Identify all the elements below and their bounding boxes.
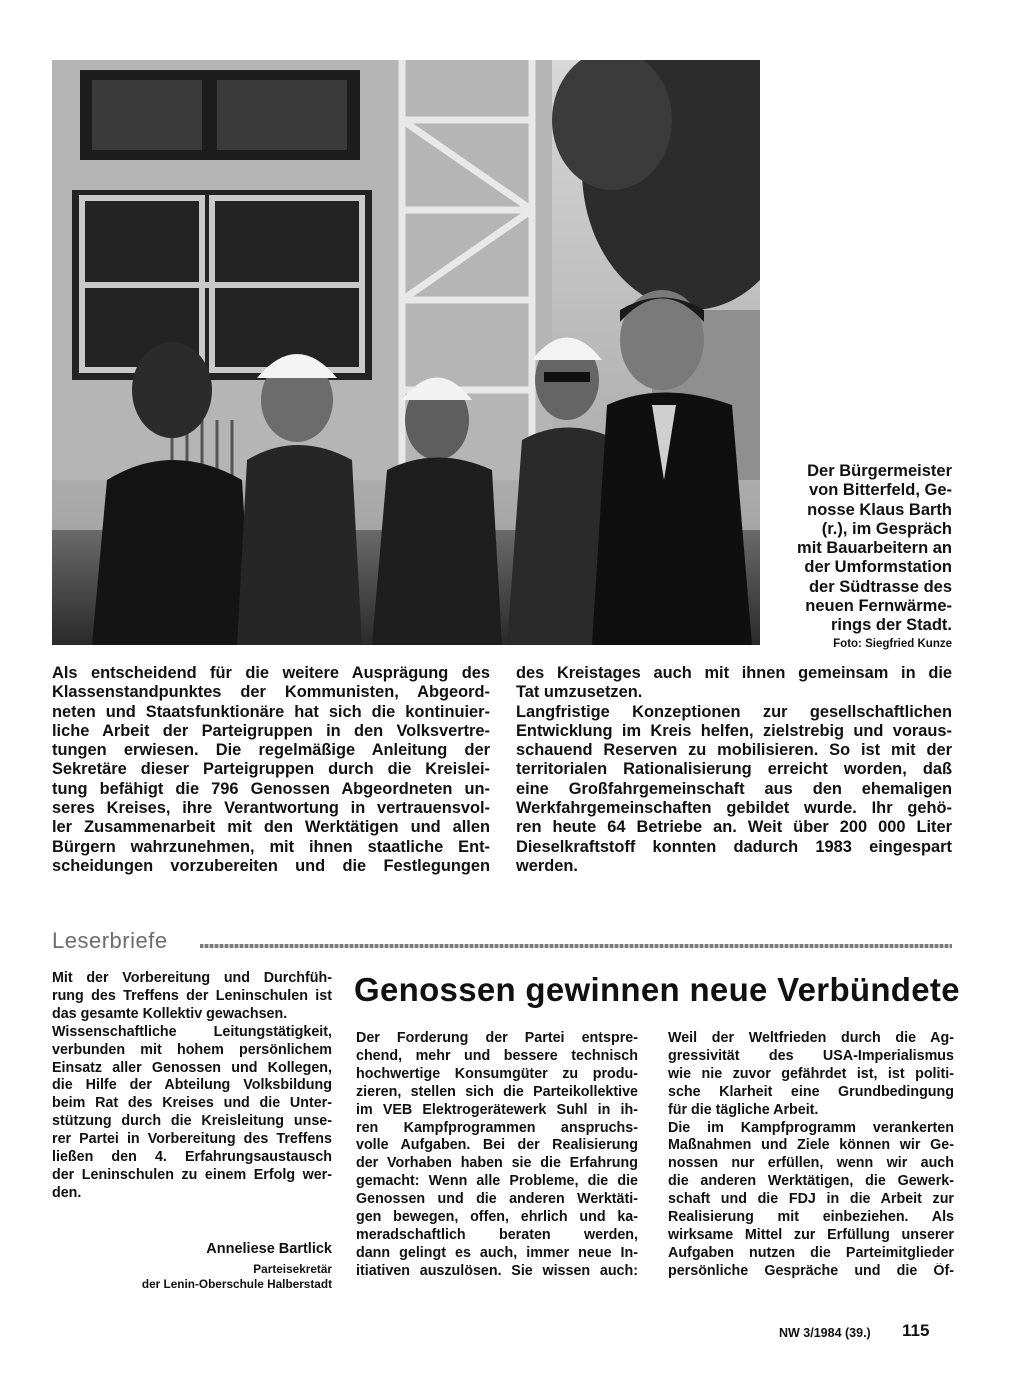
text-line: dann gelingt es auch, immer neue In- (356, 1244, 638, 1261)
text-line: werden. (516, 856, 578, 875)
text-line: liche Arbeit der Parteigruppen in den Volksvertre- (52, 721, 490, 740)
text-line: Dieselkraftstoff konnten dadurch 1983 eingespart (516, 837, 952, 856)
text-line: ließen den 4. Erfahrungsaustausch (52, 1149, 332, 1166)
text-line: sche Klarheit eine Grundbedingung (668, 1083, 954, 1100)
photo-construction-site (52, 60, 760, 645)
text-line: der Vorhaben haben sie die Erfahrung (356, 1155, 638, 1172)
text-line: meradschaftlich beraten werden, (356, 1226, 638, 1243)
text-line: Genossen und die anderen Werktäti- (356, 1191, 638, 1208)
article-top-right-column (516, 664, 952, 876)
caption-line: von Bitterfeld, Ge- (808, 481, 952, 500)
text-line: rung des Treffens der Leninschulen ist (52, 987, 332, 1004)
text-line: rer Partei in Vorbereitung des Treffens (52, 1131, 332, 1148)
page-number: 115 (902, 1321, 930, 1340)
text-line: Entwicklung im Kreis helfen, zielstrebig und voraus- (516, 721, 952, 740)
text-line: ren Kampfprogrammen anspruchs- (356, 1119, 638, 1136)
text-line: Mit der Vorbereitung und Durchfüh- (52, 970, 332, 986)
letter-author-role (52, 1262, 332, 1292)
text-line: Wissenschaftliche Leitungstätigkeit, (52, 1023, 332, 1040)
text-line: wie nie zuvor gefährdet ist, ist politi- (668, 1065, 954, 1082)
photo-illustration (52, 60, 760, 645)
text-line: der Leninschulen zu einem Erfolg wer- (52, 1166, 332, 1183)
text-line: gen bewegen, offen, ehrlich und ka- (356, 1209, 638, 1226)
text-line: schauend Reserven zu mobilisieren. So ist mit der (516, 741, 952, 760)
text-line: Realisierung mit einbeziehen. Als (668, 1209, 954, 1226)
text-line: wirksame Mittel zur Erfüllung unserer (668, 1226, 954, 1243)
text-line: im VEB Elektrogerätewerk Suhl in ih- (356, 1101, 638, 1118)
photo-credit: Foto: Siegfried Kunze (833, 637, 952, 650)
text-line: Sekretäre dieser Parteigruppen durch die Kreislei- (52, 760, 490, 779)
text-line: gemacht: Wenn alle Probleme, die die (356, 1173, 638, 1190)
caption-line: der Südtrasse des (808, 577, 952, 596)
role-line: Parteisekretär (253, 1262, 332, 1276)
text-line: Aufgaben nutzen die Parteimitglieder (668, 1244, 954, 1261)
feature-column-1 (356, 1030, 638, 1281)
text-line: Einsatz aller Genossen und Kollegen, (52, 1059, 332, 1076)
text-line: schaft und die FDJ in die Arbeit zur (668, 1191, 954, 1208)
section-divider (200, 944, 952, 948)
text-line: ren heute 64 Betriebe an. Weit über 200 000 Liter (516, 818, 952, 837)
text-line: itiativen auszulösen. Sie wissen auch: (356, 1262, 638, 1279)
text-line: ler Zusammenarbeit mit den Werktätigen und allen (52, 818, 490, 837)
text-line: die Hilfe der Abteilung Volksbildung (52, 1077, 332, 1094)
text-line: volle Aufgaben. Bei der Realisierung (356, 1137, 638, 1154)
text-line: Weil der Weltfrieden durch die Ag- (668, 1030, 954, 1046)
text-line: Der Forderung der Partei entspre- (356, 1030, 638, 1046)
text-line: chend, mehr und bessere technisch (356, 1047, 638, 1064)
text-line: stützung durch die Kreisleitung unse- (52, 1113, 332, 1130)
text-line: eine Großfahrgemeinschaft aus den ehemaligen (516, 779, 952, 798)
caption-line: mit Bauarbeitern an (797, 539, 952, 558)
text-line: territorialen Rationalisierung erreicht worden, daß (516, 760, 952, 779)
text-line: hochwertige Konsumgüter zu produ- (356, 1065, 638, 1082)
text-line: für die tägliche Arbeit. (668, 1101, 819, 1118)
role-line: der Lenin-Oberschule Halberstadt (141, 1277, 332, 1291)
text-line: das gesamte Kollektiv gewachsen. (52, 1005, 288, 1022)
text-line: nossen nur erfüllen, wenn wir auch (668, 1155, 954, 1172)
text-line: Langfristige Konzeptionen zur gesellschaftlichen (516, 702, 952, 721)
text-line: Tat umzusetzen. (516, 683, 643, 702)
caption-line: Der Bürgermeister (807, 462, 952, 480)
caption-line: der Umformstation (804, 558, 952, 577)
text-line: Werkfahrgemeinschaften gebildet wurde. Ihr gehö- (516, 799, 952, 818)
text-line: seres Kreises, ihre Verantwortung in vertrauensvol- (52, 799, 490, 818)
section-label: Leserbriefe (52, 928, 168, 953)
caption-line: nosse Klaus Barth (807, 500, 952, 519)
article-top-left-column (52, 664, 490, 876)
caption-line: rings der Stadt. (830, 616, 952, 635)
text-line: gressivität des USA-Imperialismus (668, 1047, 954, 1064)
text-line: die anderen Werktätigen, die Gewerk- (668, 1173, 954, 1190)
text-line: beim Rat des Kreises und die Unter- (52, 1095, 332, 1112)
text-line: zieren, stellen sich die Parteikollektive (356, 1083, 638, 1100)
text-line: des Kreistages auch mit ihnen gemeinsam in die (516, 664, 952, 682)
reader-letter (52, 970, 332, 1203)
text-line: tung befähigt die 796 Genossen Abgeordneten un- (52, 779, 490, 798)
photo-caption (770, 462, 952, 652)
text-line: Als entscheidend für die weitere Ausprägung des (52, 664, 490, 682)
text-line: persönliche Gespräche und die Öf- (668, 1262, 954, 1279)
text-line: Klassenstandpunktes der Kommunisten, Abgeord- (52, 683, 490, 702)
text-line: neten und Staatsfunktionäre hat sich die kontinuier- (52, 702, 490, 721)
text-line: Die im Kampfprogramm verankerten (668, 1119, 954, 1136)
text-line: Bürgern wahrzunehmen, mit ihnen staatliche Ent- (52, 837, 490, 856)
text-line: den. (52, 1184, 82, 1201)
caption-line: (r.), im Gespräch (821, 519, 952, 538)
text-line: verbunden mit hohem persönlichem (52, 1041, 332, 1058)
text-line: Maßnahmen und Ziele können wir Ge- (668, 1137, 954, 1154)
article-headline: Genossen gewinnen neue Verbündete (354, 971, 960, 1008)
text-line: tungen erwiesen. Die regelmäßige Anleitung der (52, 741, 490, 760)
caption-line: neuen Fernwärme- (805, 597, 952, 616)
issue-label: NW 3/1984 (39.) (779, 1326, 871, 1340)
text-line: scheidungen vorzubereiten und die Festlegungen (52, 856, 490, 875)
letter-author: Anneliese Bartlick (206, 1241, 332, 1257)
feature-column-2 (668, 1030, 954, 1281)
